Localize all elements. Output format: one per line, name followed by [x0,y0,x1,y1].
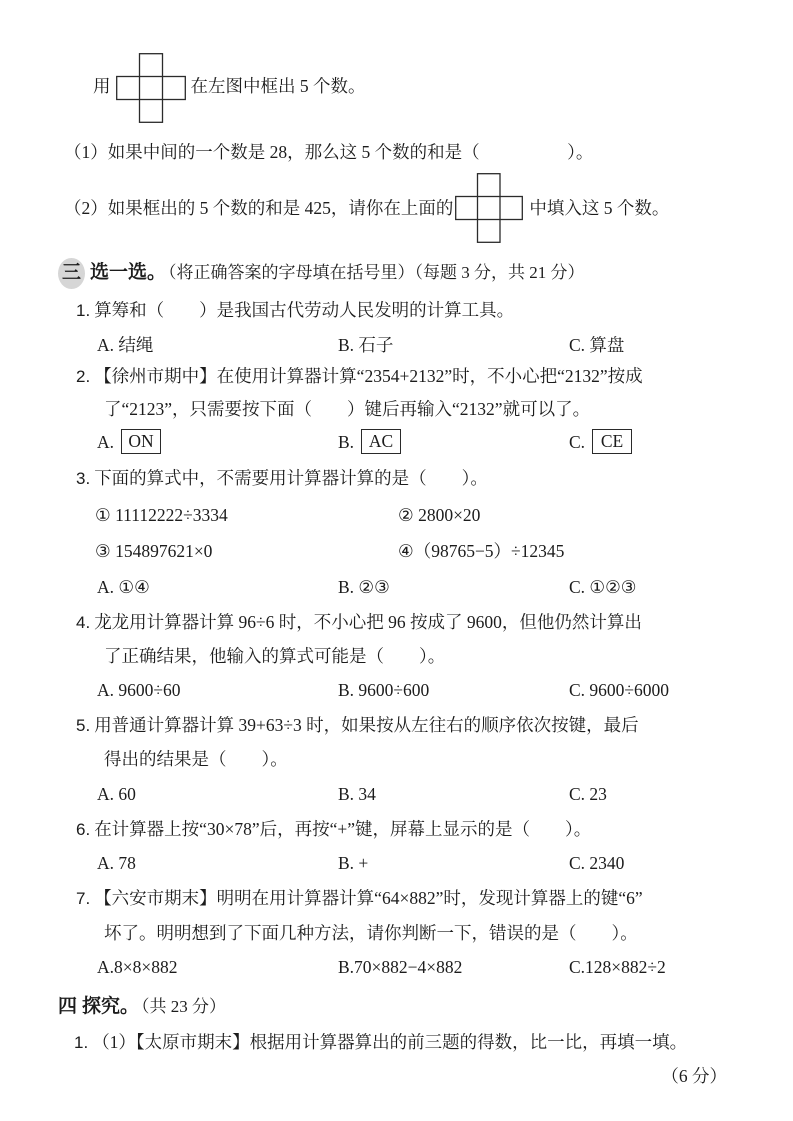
question-3-equations-row-1 [0,503,793,527]
question-7-body-1: 【六安市期末】明明在用计算器计算“64×882”时，发现计算器上的键“6” [94,888,643,908]
question-4-options [0,678,793,702]
question-5-options [0,782,793,806]
frame-instruction-suffix: 在左图中框出 5 个数。 [190,76,366,96]
section-4-badge: 四 [58,996,78,1017]
sub-question-2-suffix: 中填入这 5 个数。 [529,198,670,218]
question-2-option-b [338,429,401,454]
question-1-option-a: A. 结绳 [97,335,154,355]
cross-frame-figure [111,74,191,98]
ac-key-box: AC [361,429,401,454]
question-4-option-c: C. 9600÷6000 [569,680,670,700]
section-3-title: 选一选。 [90,262,167,283]
question-2-text-line-2: 了“2123”，只需要按下面（ ）键后再输入“2132”就可以了。 [104,399,591,419]
equation-2: ② 2800×20 [398,505,481,525]
section-3-note: （将正确答案的字母填在括号里）（每题 3 分，共 21 分） [168,263,585,282]
question-6-option-b: B. + [338,853,369,873]
frame-instruction-line [93,74,366,98]
question-5-option-b: B. 34 [338,784,376,804]
section-3-header [58,258,585,286]
cross-frame-figure-small [453,196,529,220]
question-3-options [0,575,793,599]
on-key-box: ON [121,429,161,454]
section-4-item-1-body: （1）【太原市期末】根据用计算器算出的前三题的得数，比一比，再填一填。 [92,1032,688,1052]
option-c-label: C. [569,432,586,452]
question-3-option-b: B. ②③ [338,577,390,597]
question-1-options [0,333,793,357]
question-2-option-c [569,429,632,454]
question-5-option-c: C. 23 [569,784,607,804]
question-7-options [0,955,793,979]
equation-4: ④（98765−5）÷12345 [398,541,565,561]
sub-question-1: （1）如果中间的一个数是 28，那么这 5 个数的和是（ ）。 [64,142,594,162]
question-7-text-line-2: 坏了。明明想到了下面几种方法，请你判断一下，错误的是（ ）。 [104,923,638,943]
question-5-body-1: 用普通计算器计算 39+63÷3 时，如果按从左往右的顺序依次按键，最后 [94,715,639,735]
sub-question-2 [64,196,669,220]
question-1-option-c: C. 算盘 [569,335,625,355]
sub-question-2-prefix: （2）如果框出的 5 个数的和是 425，请你在上面的 [64,198,454,218]
question-5-number: 5. [76,716,91,735]
question-4-text-line-2: 了正确结果，他输入的算式可能是（ ）。 [104,646,446,666]
question-4-number: 4. [76,613,91,632]
option-b-label: B. [338,432,355,452]
equation-3: ③ 154897621×0 [95,541,213,561]
question-2-option-a [97,429,161,454]
equation-1: ① 11112222÷3334 [95,505,228,525]
frame-instruction-prefix: 用 [93,76,111,96]
question-1-option-b: B. 石子 [338,335,394,355]
question-3-option-a: A. ①④ [97,577,150,597]
section-4-header [58,993,226,1021]
question-2-text-line-1 [76,364,643,388]
section-4-item-1 [74,1030,687,1054]
ce-key-box: CE [592,429,632,454]
question-7-text-line-1 [76,886,643,910]
question-5-option-a: A. 60 [97,784,136,804]
question-6-number: 6. [76,820,91,839]
question-4-text-line-1 [76,610,642,634]
question-2-body-1: 【徐州市期中】在使用计算器计算“2354+2132”时，不小心把“2132”按成 [94,366,643,386]
question-1-number: 1. [76,301,91,320]
question-4-body-1: 龙龙用计算器计算 96÷6 时，不小心把 96 按成了 9600，但他仍然计算出 [94,612,642,632]
question-1-text [76,298,514,322]
question-2-number: 2. [76,367,91,386]
question-4-option-a: A. 9600÷60 [97,680,181,700]
question-1-body: 算筹和（ ）是我国古代劳动人民发明的计算工具。 [94,300,515,320]
section-3-badge: 三 [58,258,85,289]
question-5-text-line-1 [76,713,639,737]
question-6-option-a: A. 78 [97,853,136,873]
question-3-number: 3. [76,469,91,488]
question-6-options [0,851,793,875]
question-2-options [0,429,793,453]
question-4-option-b: B. 9600÷600 [338,680,430,700]
option-a-label: A. [97,432,115,452]
section-4-item-1-number: 1. [74,1033,89,1052]
section-4-title: 探究。 [82,996,140,1017]
question-6-body: 在计算器上按“30×78”后，再按“+”键，屏幕上显示的是（ ）。 [94,819,592,839]
question-7-number: 7. [76,889,91,908]
question-3-text [76,466,488,490]
question-6-text [76,817,591,841]
score-note: （6 分） [661,1066,727,1086]
question-7-option-c: C.128×882÷2 [569,957,666,977]
section-4-note: （共 23 分） [141,997,227,1016]
question-3-equations-row-2 [0,539,793,563]
question-3-option-c: C. ①②③ [569,577,637,597]
question-7-option-b: B.70×882−4×882 [338,957,463,977]
question-5-text-line-2: 得出的结果是（ ）。 [104,749,288,769]
question-7-option-a: A.8×8×882 [97,957,178,977]
question-6-option-c: C. 2340 [569,853,625,873]
question-3-body: 下面的算式中，不需要用计算器计算的是（ ）。 [94,468,488,488]
